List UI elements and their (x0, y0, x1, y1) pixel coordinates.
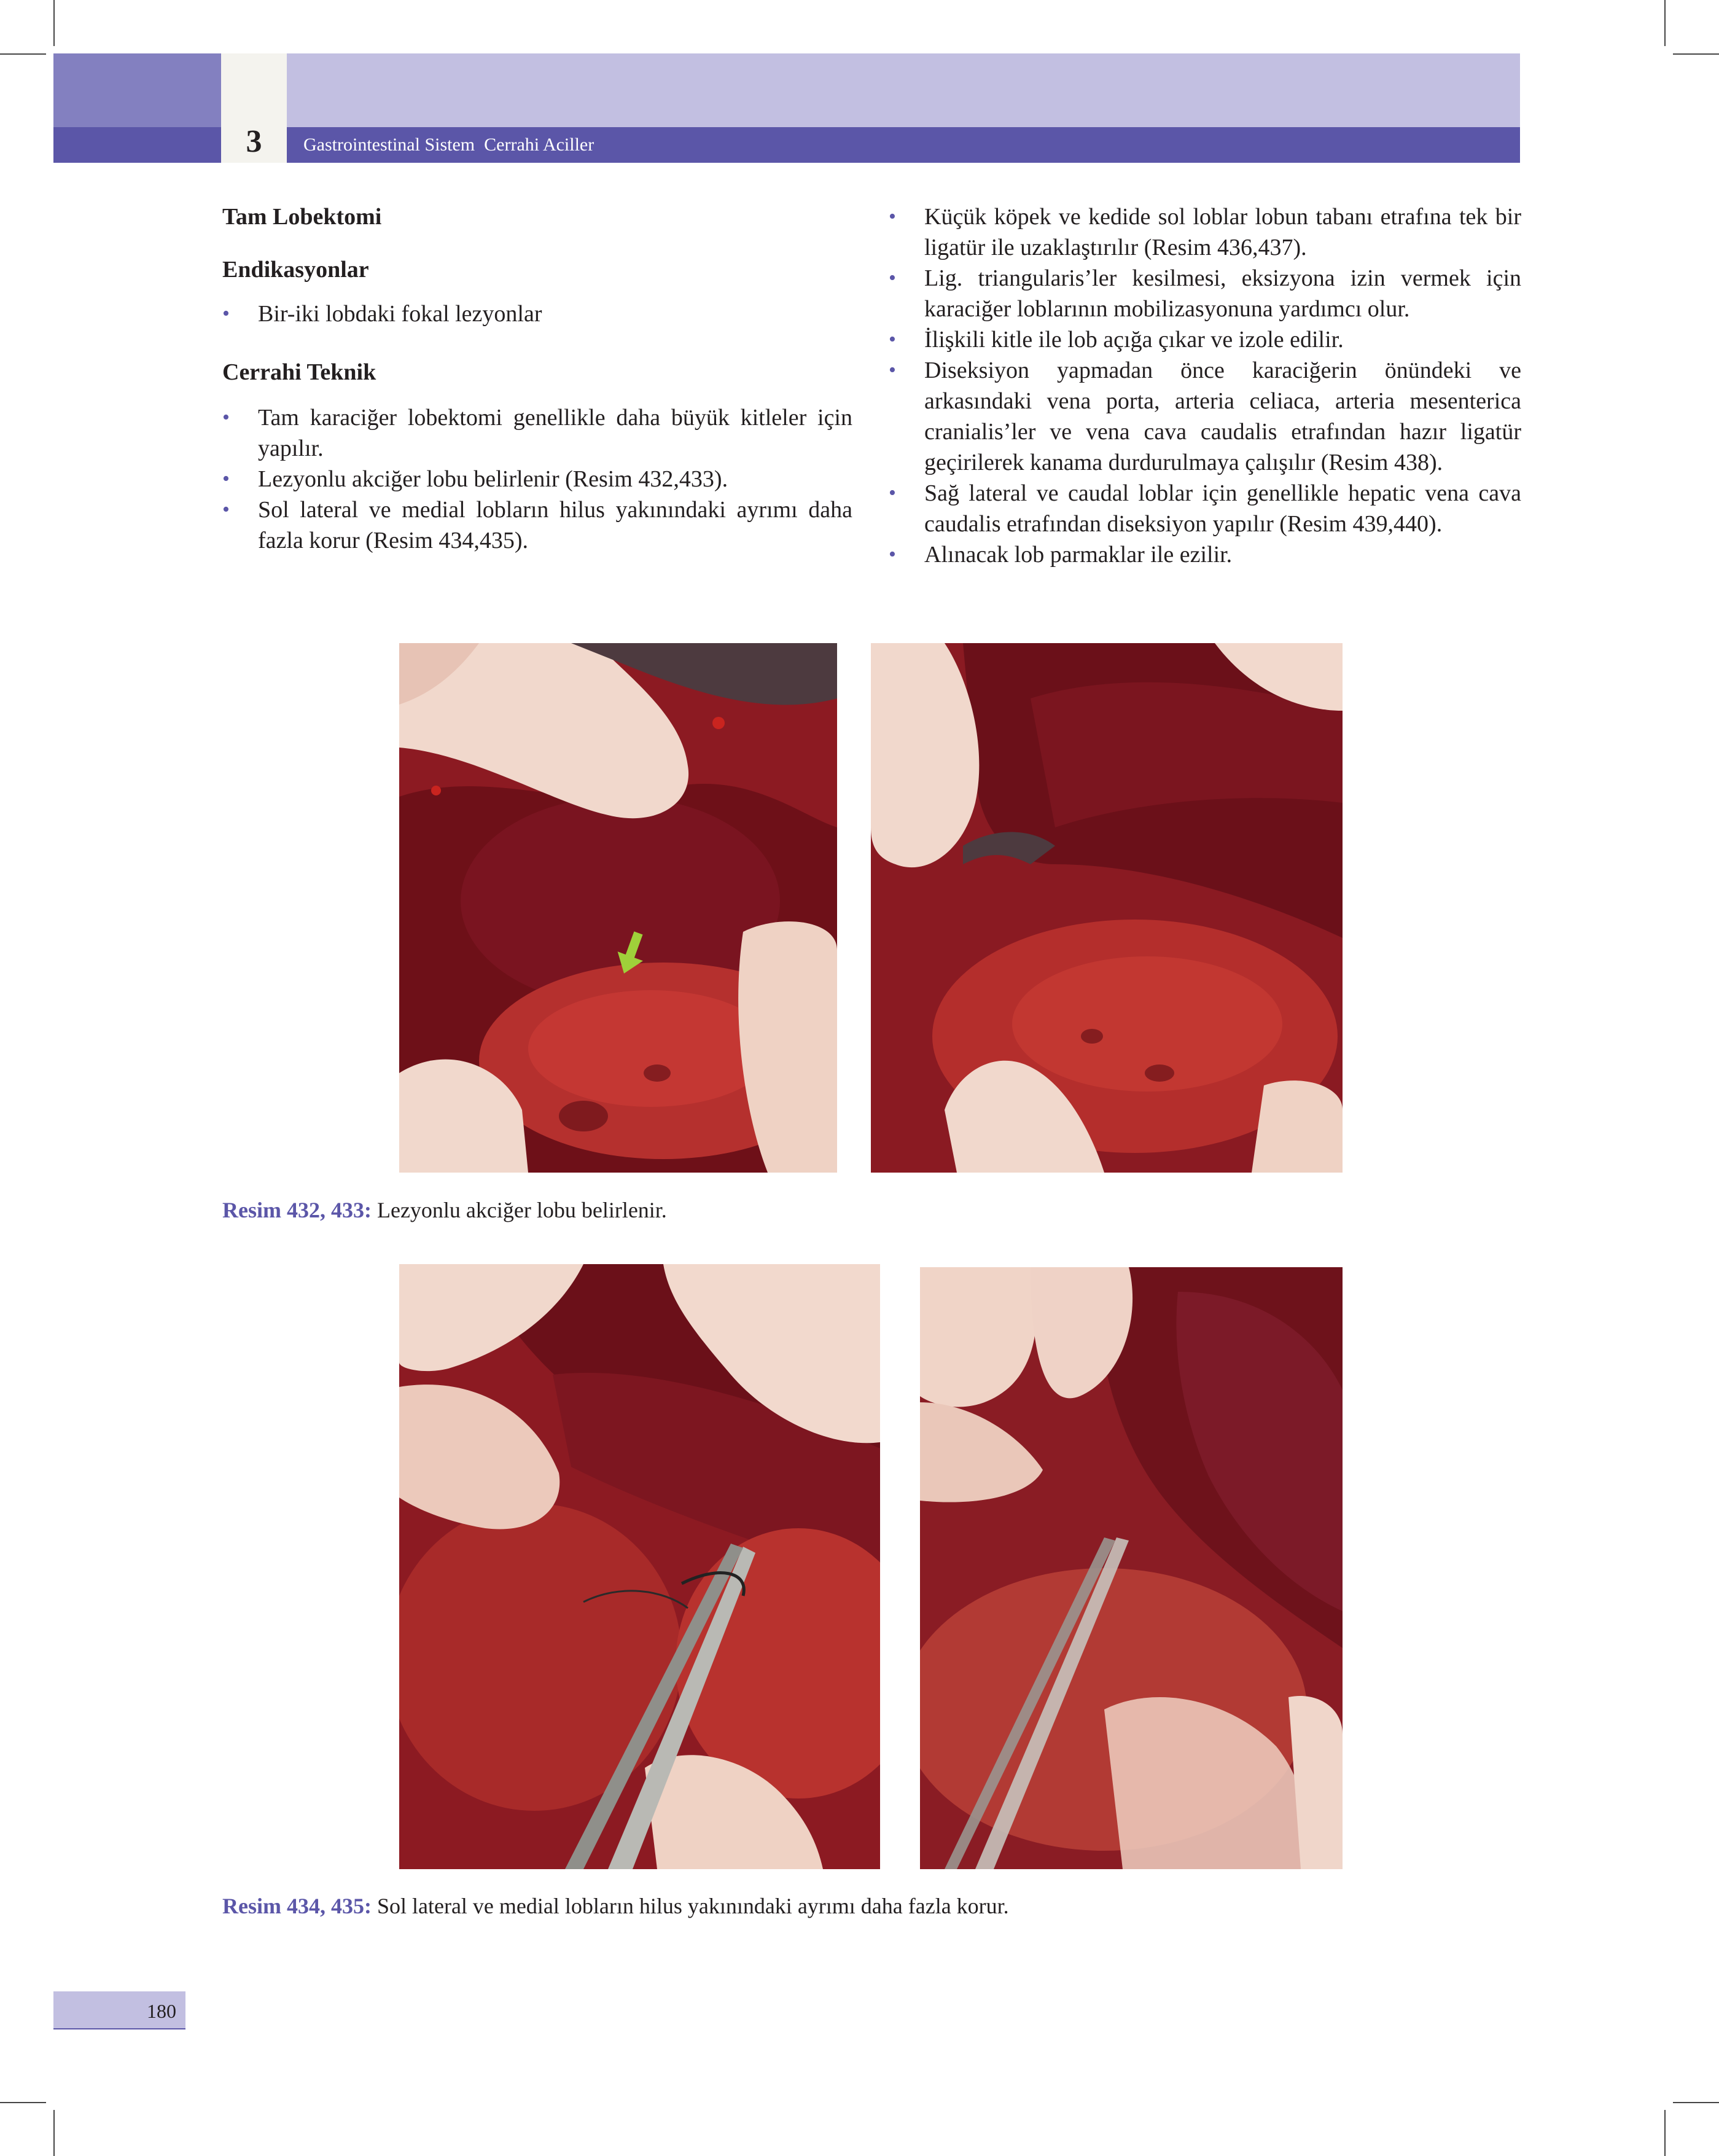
caption-label: Resim 432, 433: (222, 1198, 372, 1222)
bullet-icon: • (889, 543, 896, 566)
bullet-icon: • (222, 406, 230, 429)
crop-mark (0, 53, 46, 55)
crop-mark (1664, 2110, 1666, 2156)
bullet-icon: • (889, 359, 896, 381)
caption-text: Sol lateral ve medial lobların hilus yakınındaki ayrımı daha fazla korur. (371, 1894, 1009, 1918)
bullet-icon: • (889, 328, 896, 351)
list-item: • Lezyonlu akciğer lobu belirlenir (Resim 432,433). (222, 464, 852, 494)
list-item: • Sol lateral ve medial lobların hilus yakınındaki ayrımı daha fazla korur (Resim 434,435). (222, 494, 852, 556)
crop-mark (53, 2110, 55, 2156)
section-heading-cerrahi-teknik: Cerrahi Teknik (222, 359, 376, 385)
header-band-right-top (287, 53, 1520, 127)
list-item: • İlişkili kitle ile lob açığa çıkar ve izole edilir. (889, 324, 1521, 355)
bullet-icon: • (889, 482, 896, 504)
section-heading-endikasyonlar: Endikasyonlar (222, 257, 369, 283)
caption-label: Resim 434, 435: (222, 1894, 372, 1918)
crop-mark (1673, 53, 1719, 55)
figure-caption-434-435 (222, 1892, 1009, 1920)
left-column (222, 201, 852, 556)
right-column (889, 201, 1521, 570)
surgical-photo-434 (399, 1264, 880, 1869)
bullet-icon: • (222, 498, 230, 521)
surgical-photo-435 (920, 1267, 1343, 1869)
list-item: • Sağ lateral ve caudal loblar için genellikle hepatic vena cava caudalis etrafından diseksiyon yapılır (Resim 439,440). (889, 478, 1521, 539)
crop-mark (53, 0, 55, 46)
list-item: • Diseksiyon yapmadan önce karaciğerin önündeki ve arkasındaki vena porta, arteria celiaca, arteria mesenterica cranialis’ler ve vena cava caudalis etrafından hazır ligatür geçirilerek kanama durdurulmaya çalışılır (Resim 438). (889, 355, 1521, 478)
list-item: • Bir-iki lobdaki fokal lezyonlar (222, 299, 852, 329)
crop-mark (0, 2102, 46, 2103)
bullet-icon: • (222, 467, 230, 490)
indications-list (222, 299, 852, 329)
page-number: 180 (147, 2000, 176, 2022)
list-item: • Küçük köpek ve kedide sol loblar lobun tabanı etrafına tek bir ligatür ile uzaklaştırılır (Resim 436,437). (889, 201, 1521, 263)
header-band-left-top (53, 53, 221, 127)
section-heading-tam-lobektomi: Tam Lobektomi (222, 204, 382, 230)
bullet-icon: • (889, 267, 896, 289)
caption-text: Lezyonlu akciğer lobu belirlenir. (371, 1198, 667, 1222)
header-band-left-bottom (53, 127, 221, 163)
page-number-rule (53, 2028, 185, 2029)
list-item: • Tam karaciğer lobektomi genellikle daha büyük kitleler için yapılır. (222, 402, 852, 464)
surgical-photo-432 (399, 643, 837, 1173)
bullet-icon: • (889, 205, 896, 228)
crop-mark (1673, 2102, 1719, 2103)
chapter-number: 3 (246, 124, 262, 159)
surgical-photo-433 (871, 643, 1343, 1173)
list-item: • Lig. triangularis’ler kesilmesi, eksizyona izin vermek için karaciğer loblarının mobilizasyonuna yardımcı olur. (889, 263, 1521, 324)
technique-list (222, 402, 852, 556)
procedure-list (889, 201, 1521, 570)
list-item: • Alınacak lob parmaklar ile ezilir. (889, 539, 1521, 570)
running-header-title: Gastrointestinal Sistem Cerrahi Aciller (303, 135, 594, 155)
bullet-icon: • (222, 302, 230, 325)
crop-mark (1664, 0, 1666, 46)
figure-caption-432-433 (222, 1196, 667, 1224)
